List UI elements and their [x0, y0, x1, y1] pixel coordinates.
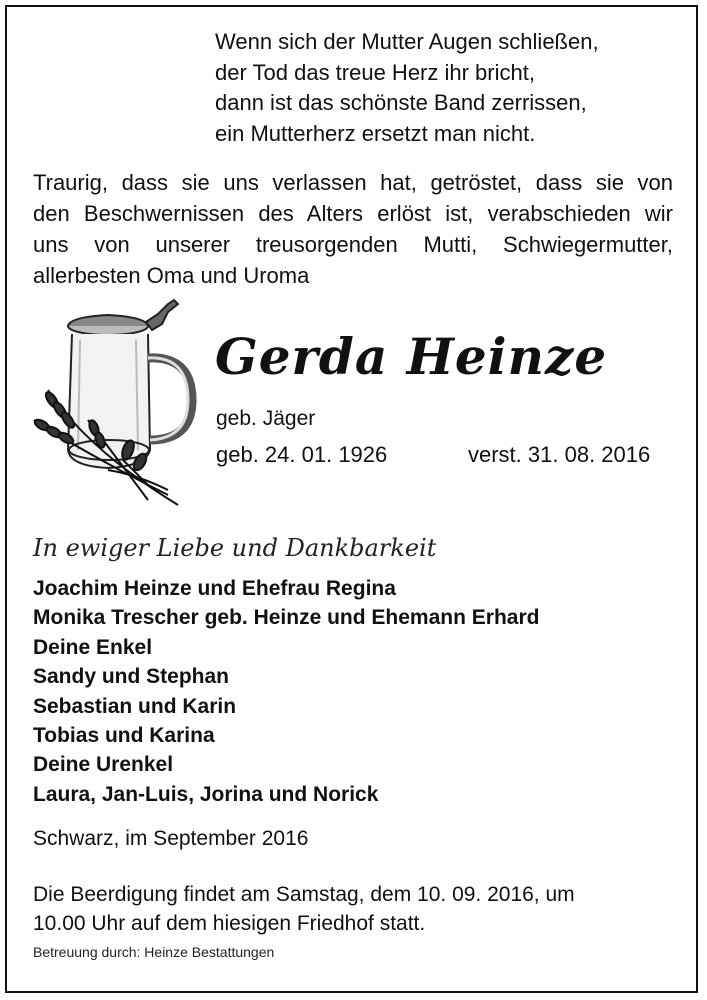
funeral-notice [33, 880, 673, 938]
funeral-line: 10.00 Uhr auf dem hiesigen Friedhof statt. [33, 912, 426, 935]
place-date: Schwarz, im September 2016 [33, 827, 309, 850]
funeral-line: Die Beerdigung findet am Samstag, dem 10. 09. 2016, um [33, 883, 575, 906]
poem-line: der Tod das treue Herz ihr bricht, [215, 59, 535, 85]
poem-line: ein Mutterherz ersetzt man nicht. [215, 120, 536, 146]
intro-line: den Beschwernissen des Alters erlöst ist, verabschieden wir [33, 201, 673, 226]
poem-line: dann ist das schönste Band zerrissen, [215, 90, 587, 115]
birth-date: geb. 24. 01. 1926 [216, 442, 388, 467]
deceased-name: Gerda Heinze [215, 327, 608, 386]
intro-line: uns von unserer treusorgenden Mutti, Schwiegermutter, [33, 232, 673, 257]
mourner-line: Monika Trescher geb. Heinze und Ehemann Erhard [33, 606, 540, 630]
dedication: In ewiger Liebe und Dankbarkeit [33, 534, 437, 562]
mourner-line: Sandy und Stephan [33, 665, 230, 689]
mourner-line: Tobias und Karina [33, 724, 215, 748]
mourners-list [33, 574, 539, 809]
intro-text [33, 167, 673, 291]
funeral-home-credit: Betreuung durch: Heinze Bestattungen [33, 944, 275, 960]
intro-line: allerbesten Oma und Uroma [33, 263, 310, 288]
mourner-line: Deine Enkel [33, 635, 153, 659]
mourner-line: Sebastian und Karin [33, 694, 237, 718]
mourner-line: Deine Urenkel [33, 753, 174, 777]
poem-line: Wenn sich der Mutter Augen schließen, [215, 29, 599, 54]
mourner-line: Joachim Heinze und Ehefrau Regina [33, 577, 396, 600]
death-date: verst. 31. 08. 2016 [468, 442, 651, 467]
poem [215, 27, 599, 149]
mourner-line: Laura, Jan-Luis, Jorina und Norick [33, 782, 379, 806]
intro-line: Traurig, dass sie uns verlassen hat, getröstet, dass sie von [33, 170, 673, 195]
beer-stein-with-wheat-icon [28, 290, 203, 515]
maiden-name: geb. Jäger [216, 407, 316, 430]
